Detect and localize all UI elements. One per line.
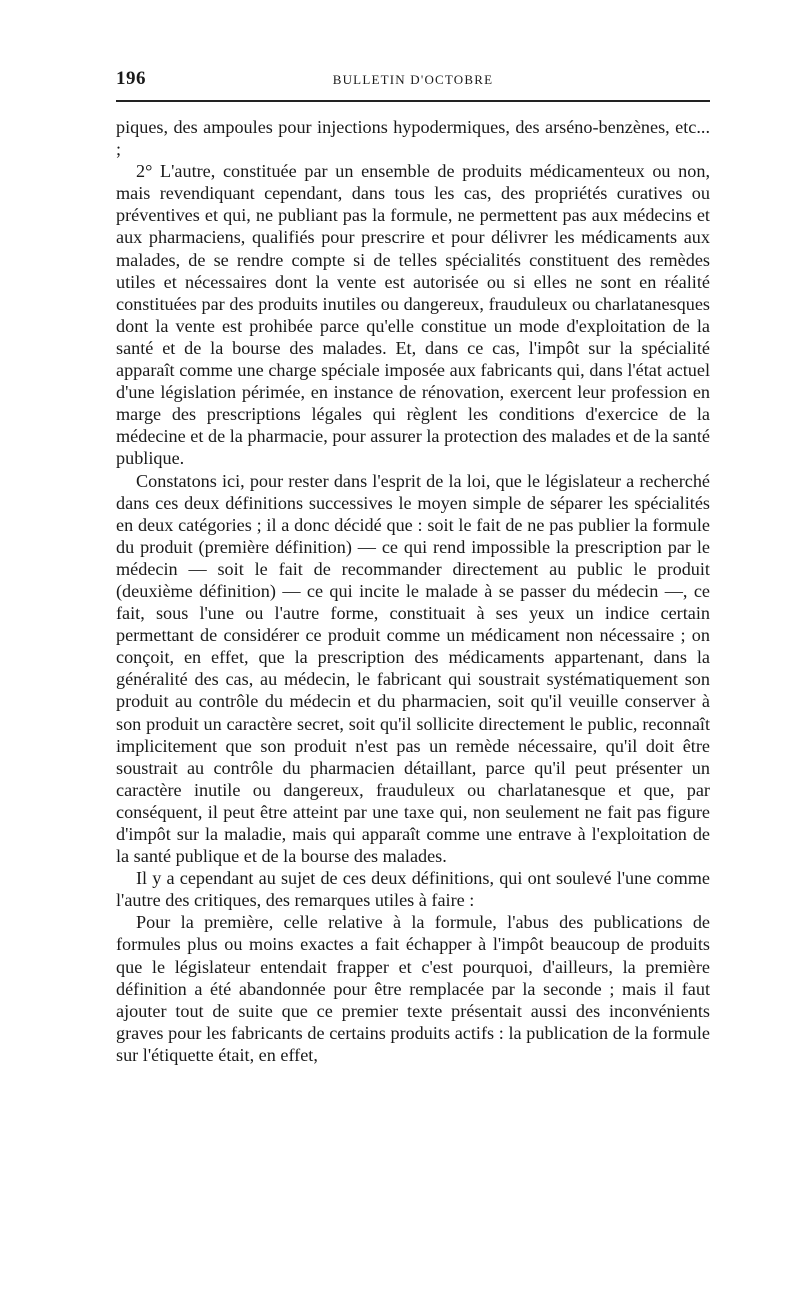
body-text — [116, 116, 710, 1066]
document-page — [116, 0, 710, 1303]
paragraph-continuation: piques, des ampoules pour injections hypodermiques, des arséno-benzènes, etc... ; — [116, 117, 710, 160]
paragraph-premiere-definition: Pour la première, celle relative à la formule, l'abus des publications de formules plus ou moins exactes a fait échapper à l'impôt beaucoup de produits que le législateur entendait frapper et c'est pourquoi, d'ailleurs, la première définition a été abandonnée pour être remplacée par la seconde ; mais il faut ajouter tout de suite que ce premier texte présentait aussi des inconvénients graves pour les fabricants de certains produits actifs : la publication de la formule sur l'étiquette était, en effet, — [116, 912, 710, 1065]
paragraph-constatons: Constatons ici, pour rester dans l'esprit de la loi, que le législateur a recherché dans ces deux définitions successives le moyen simple de séparer les spécialités en deux catégories ; il a donc décidé que : soit le fait de ne pas publier la formule du produit (première définition) — ce qui rend impossible la prescription par le médecin — soit le fait de recommander directement au public le produit (deuxième définition) — ce qui incite le malade à se passer du médecin —, ce fait, sous l'une ou l'autre forme, constituait à ses yeux un indice certain permettant de considérer ce produit comme un médicament non nécessaire ; on conçoit, en effet, que la prescription des médicaments appartenant, dans la généralité des cas, au médecin, le fabricant qui soustrait systématiquement son produit au contrôle du médecin et du pharmacien, soit qu'il veuille conserver à son produit un caractère secret, soit qu'il sollicite directement le public, reconnaît implicitement que son produit n'est pas un remède nécessaire, qu'il doit être soustrait au contrôle du pharmacien détaillant, parce qu'il peut présenter un caractère inutile ou dangereux, frauduleux ou charlatanesque et que, par conséquent, il peut être atteint par une taxe qui, non seulement ne fait pas figure d'impôt sur la maladie, mais qui apparaît comme une entrave à l'exploitation de la santé publique et de la bourse des malades. — [116, 470, 710, 867]
page-number: 196 — [116, 68, 146, 89]
paragraph-second-category: 2° L'autre, constituée par un ensemble de produits médicamenteux ou non, mais revendiquant cependant, dans tous les cas, des propriétés curatives ou préventives et qui, ne publiant pas la formule, ne permettent pas aux médecins et aux pharmaciens, qualifiés pour prescrire et pour délivrer les médicaments aux malades, de se rendre compte si de telles spécialités constituent des remèdes utiles et nécessaires dont la vente est autorisée ou si elles ne sont en réalité constituées par des produits inutiles ou dangereux, frauduleux ou charlatanesques dont la vente est prohibée parce qu'elle constitue un mode d'exploitation de la santé et de la bourse des malades. Et, dans ce cas, l'impôt sur la spécialité apparaît comme une charge spéciale imposée aux fabricants qui, dans l'état actuel d'une législation périmée, en instance de rénovation, exercent leur profession en marge des prescriptions légales qui règlent les conditions d'exercice de la médecine et de la pharmacie, pour assurer la protection des malades et de la santé publique. — [116, 161, 710, 469]
running-title: BULLETIN D'OCTOBRE — [332, 72, 494, 87]
header-rule — [116, 100, 710, 102]
paragraph-remarques: Il y a cependant au sujet de ces deux définitions, qui ont soulevé l'une comme l'autre des critiques, des remarques utiles à faire : — [116, 868, 710, 911]
page-header — [116, 68, 710, 94]
